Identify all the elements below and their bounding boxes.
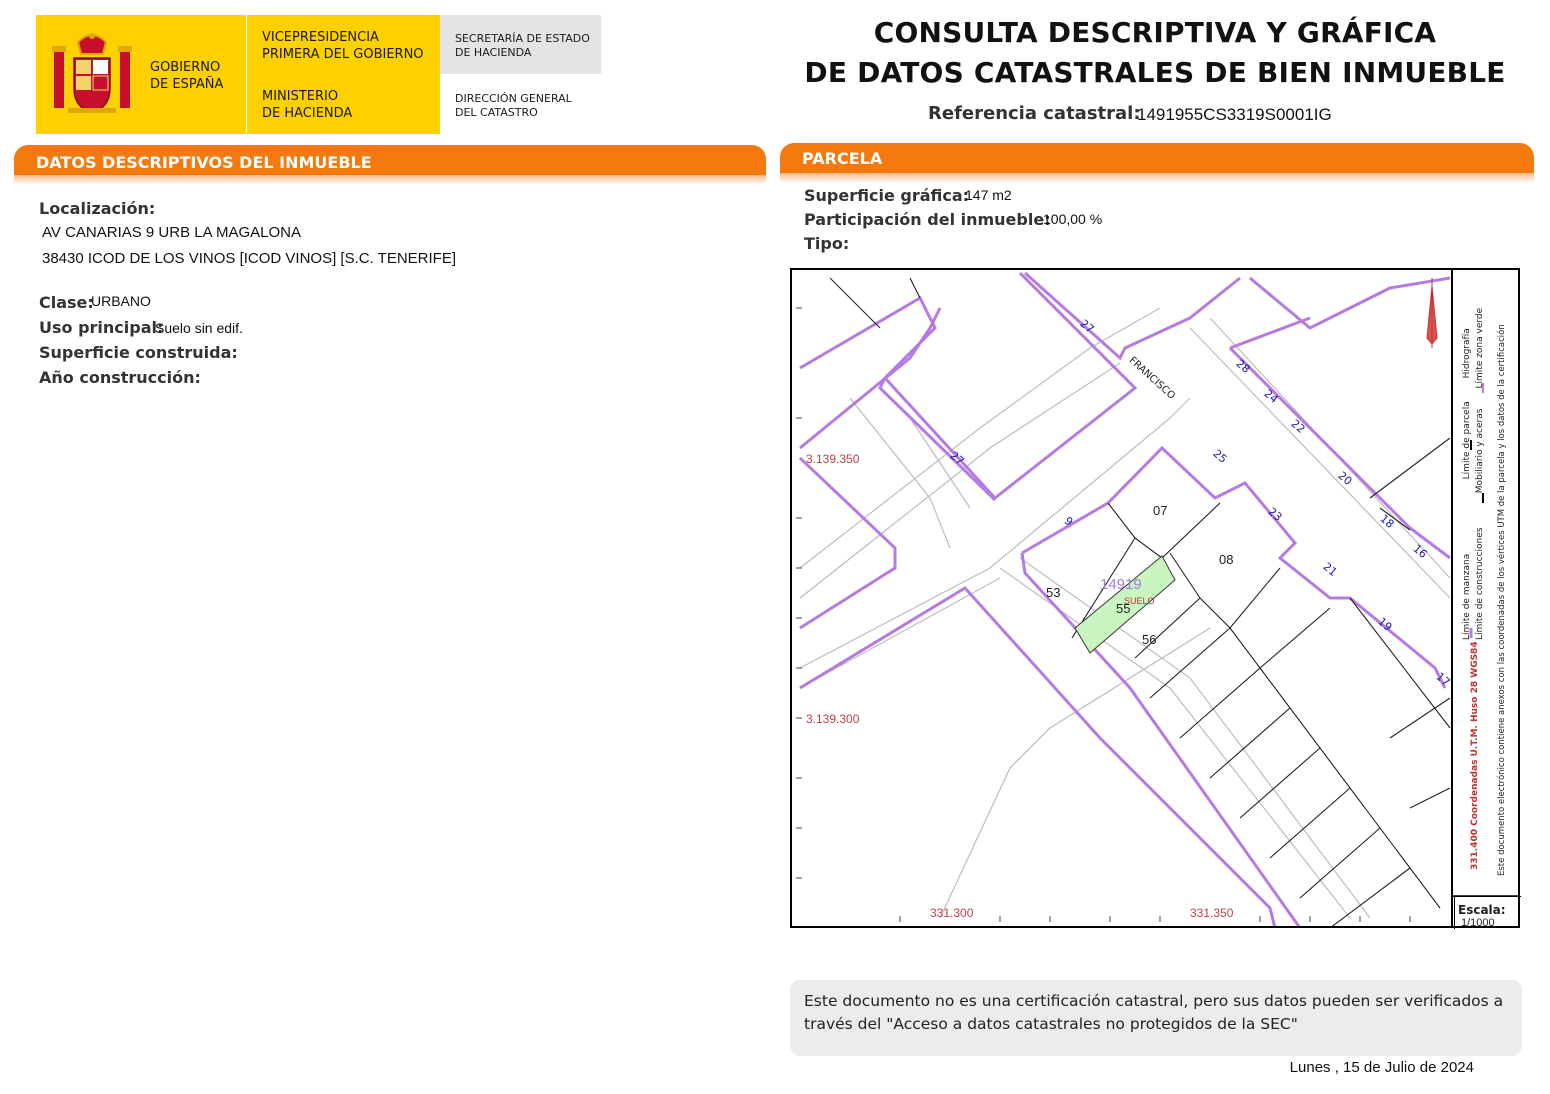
parcel-label-07: 07 bbox=[1153, 503, 1168, 518]
document-date: Lunes , 15 de Julio de 2024 bbox=[1289, 1059, 1474, 1076]
parcela-section-fade bbox=[780, 173, 1534, 183]
gobierno-line1: GOBIERNO bbox=[150, 60, 221, 75]
ministerio-line2: DE HACIENDA bbox=[262, 106, 353, 121]
street-number: 9 bbox=[1061, 514, 1076, 529]
tipo-label: Tipo: bbox=[804, 234, 850, 253]
legend-parcela: Límite de parcela bbox=[1462, 401, 1472, 480]
street-number: 21 bbox=[1320, 560, 1340, 579]
legend-construcciones: Límite de construcciones bbox=[1475, 527, 1485, 640]
street-number: 19 bbox=[1375, 615, 1395, 634]
block-number-label: 14919 bbox=[1100, 576, 1142, 593]
anio-construccion-label: Año construcción: bbox=[39, 368, 201, 387]
street-number: 27 bbox=[947, 449, 967, 468]
parcel-label-08: 08 bbox=[1219, 552, 1234, 567]
legend-note-text: Este documento electrónico contiene anexos con las coordenadas de los vértices UTM de la parcela y los datos de la certificación bbox=[1497, 324, 1507, 876]
participacion-label: Participación del inmueble: bbox=[804, 210, 1051, 229]
descriptive-section-fade bbox=[14, 175, 766, 185]
superficie-grafica-value: 147 m2 bbox=[965, 187, 1012, 203]
logo-divider bbox=[246, 15, 247, 134]
verification-notice: Este documento no es una certificación catastral, pero sus datos pueden ser verificados a través del "Acceso a datos catastrales no protegidos de la SEC" bbox=[790, 980, 1522, 1056]
street-number: 20 bbox=[1335, 469, 1355, 488]
parcel-label-56: 56 bbox=[1142, 632, 1157, 647]
direccion-line1: DIRECCIÓN GENERAL bbox=[455, 92, 572, 105]
parcela-section-title: PARCELA bbox=[802, 149, 883, 168]
gobierno-line2: DE ESPAÑA bbox=[150, 77, 224, 92]
uso-principal-label: Uso principal: bbox=[39, 318, 164, 337]
secretaria-line1: SECRETARÍA DE ESTADO bbox=[455, 32, 590, 45]
secretaria-line2: DE HACIENDA bbox=[455, 46, 532, 59]
clase-value: URBANO bbox=[91, 293, 151, 309]
legend-zona-verde: Límite zona verde bbox=[1475, 307, 1485, 389]
map-legend-row1 bbox=[1462, 280, 1472, 640]
coord-x-right: 331.350 bbox=[1190, 906, 1234, 920]
north-arrow-icon bbox=[1427, 278, 1437, 348]
document-title-line1: CONSULTA DESCRIPTIVA Y GRÁFICA bbox=[873, 16, 1437, 49]
clase-label: Clase: bbox=[39, 293, 94, 312]
cadastral-map-drawing bbox=[790, 268, 1520, 928]
coat-of-arms-icon bbox=[50, 28, 134, 118]
address-line1: AV CANARIAS 9 URB LA MAGALONA bbox=[42, 224, 301, 241]
street-number: 18 bbox=[1377, 512, 1397, 531]
ref-catastral-label: Referencia catastral: bbox=[928, 103, 1141, 124]
suelo-label: SUELO bbox=[1124, 596, 1155, 606]
coord-y-upper: 3.139.350 bbox=[806, 452, 860, 466]
street-number: 16 bbox=[1410, 542, 1430, 561]
localizacion-label: Localización: bbox=[39, 199, 156, 218]
street-number: 25 bbox=[1210, 447, 1230, 466]
legend-utm-text: 331.400 Coordenadas U.T.M. Huso 28 WGS84 bbox=[1470, 641, 1480, 870]
vicepresidencia-line1: VICEPRESIDENCIA bbox=[262, 30, 379, 45]
direccion-line2: DEL CATASTRO bbox=[455, 106, 538, 119]
street-number: 24 bbox=[1261, 387, 1281, 406]
vicepresidencia-line2: PRIMERA DEL GOBIERNO bbox=[262, 47, 424, 62]
parcel-label-53: 53 bbox=[1046, 585, 1061, 600]
ministerio-line1: MINISTERIO bbox=[262, 89, 339, 104]
legend-hidrografia: Hidrografía bbox=[1462, 328, 1472, 379]
legend-mobiliario: Mobiliario y aceras bbox=[1475, 408, 1485, 494]
scale-value: 1/1000 bbox=[1461, 917, 1495, 928]
participacion-value: 100,00 % bbox=[1043, 211, 1103, 227]
coord-x-left: 331.300 bbox=[930, 906, 974, 920]
superficie-construida-label: Superficie construida: bbox=[39, 343, 238, 362]
street-number: 23 bbox=[1265, 505, 1285, 524]
address-line2: 38430 ICOD DE LOS VINOS [ICOD VINOS] [S.C. TENERIFE] bbox=[42, 250, 457, 267]
uso-principal-value: Suelo sin edif. bbox=[155, 320, 243, 336]
descriptive-section-header bbox=[14, 145, 766, 175]
street-number: 22 bbox=[1288, 417, 1308, 436]
street-number: 27 bbox=[1077, 317, 1097, 336]
superficie-grafica-label: Superficie gráfica: bbox=[804, 186, 970, 205]
map-legend-row2 bbox=[1475, 280, 1485, 640]
street-number: 17 bbox=[1433, 670, 1453, 689]
parcela-section-header bbox=[780, 143, 1534, 173]
street-number: 28 bbox=[1233, 357, 1253, 376]
coord-y-lower: 3.139.300 bbox=[806, 712, 860, 726]
scale-label: Escala: bbox=[1458, 903, 1506, 917]
descriptive-section-title: DATOS DESCRIPTIVOS DEL INMUEBLE bbox=[36, 153, 372, 172]
parcel-label-55: 55 bbox=[1116, 601, 1131, 616]
document-title-line2: DE DATOS CATASTRALES DE BIEN INMUEBLE bbox=[804, 56, 1506, 89]
ref-catastral-value: 1491955CS3319S0001IG bbox=[1137, 105, 1332, 124]
legend-manzana: Límite de manzana bbox=[1462, 553, 1472, 640]
street-name-label: FRANCISCO bbox=[1126, 355, 1177, 402]
